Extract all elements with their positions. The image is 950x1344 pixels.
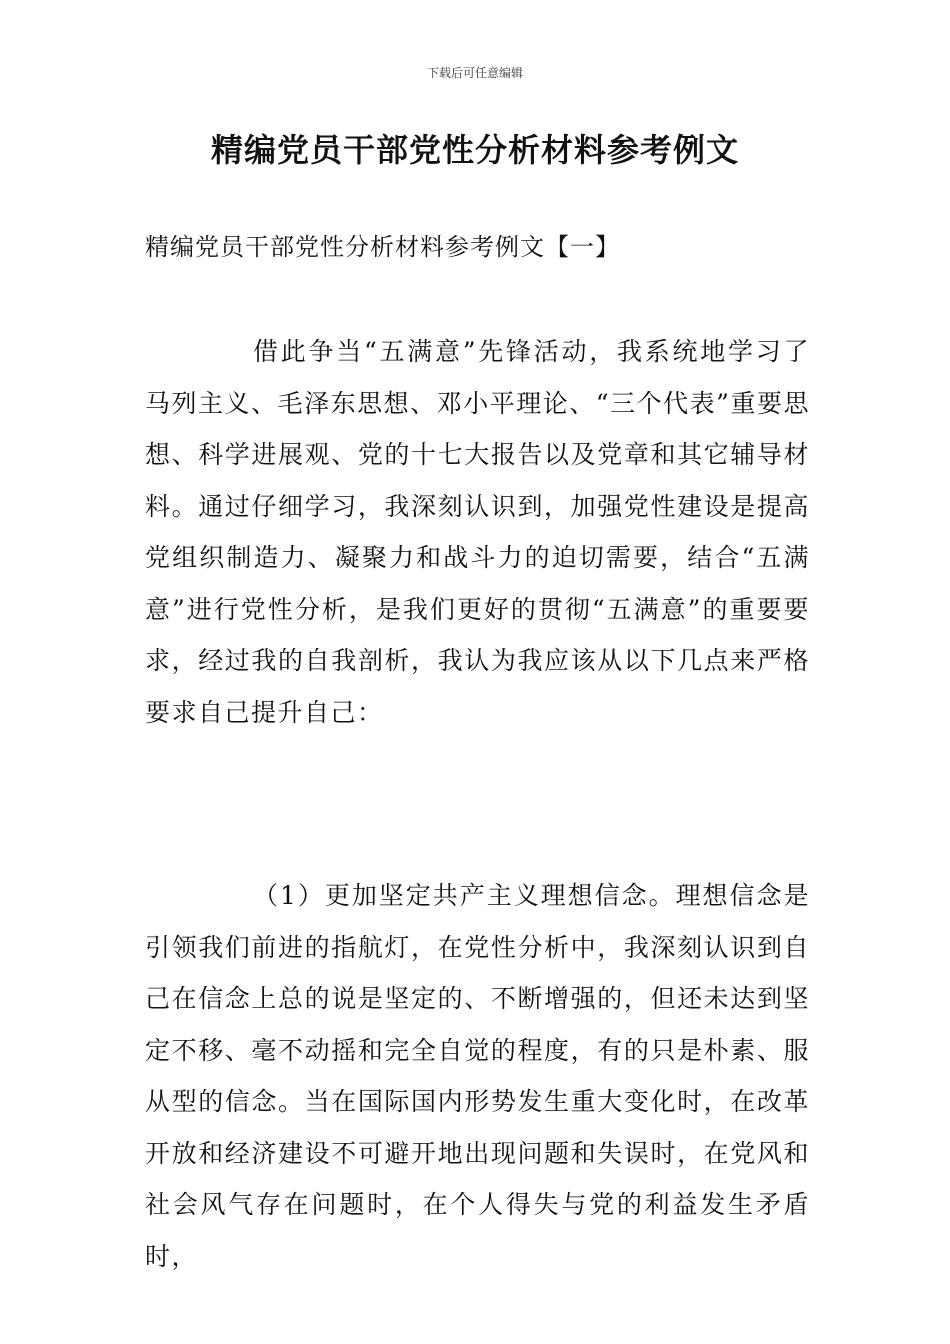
section-subtitle: 精编党员干部党性分析材料参考例文【一】: [145, 233, 620, 261]
header-note: 下载后可任意编辑: [426, 66, 523, 80]
page-title: 精编党员干部党性分析材料参考例文: [210, 131, 739, 169]
body-paragraph-1: 借此争当“五满意”先锋活动，我系统地学习了马列主义、毛泽东思想、邓小平理论、“三个代表”重要思想、科学进展观、党的十七大报告以及党章和其它辅导材料。通过仔细学习，我深刻认识到，加强党性建设是提高党组织制造力、凝聚力和战斗力的迫切需要，结合“五满意”进行党性分析，是我们更好的贯彻“五满意”的重要要求，经过我的自我剖析，我认为我应该从以下几点来严格要求自己提升自己：: [145, 337, 810, 727]
body-paragraph-2: （1）更加坚定共产主义理想信念。理想信念是引领我们前进的指航灯，在党性分析中，我深刻认识到自己在信念上总的说是坚定的、不断增强的，但还未达到坚定不移、毫不动摇和完全自觉的程度，有的只是朴素、服从型的信念。当在国际国内形势发生重大变化时，在改革开放和经济建设不可避开地出现问题和失误时，在党风和社会风气存在问题时，在个人得失与党的利益发生矛盾时，: [145, 881, 810, 1271]
